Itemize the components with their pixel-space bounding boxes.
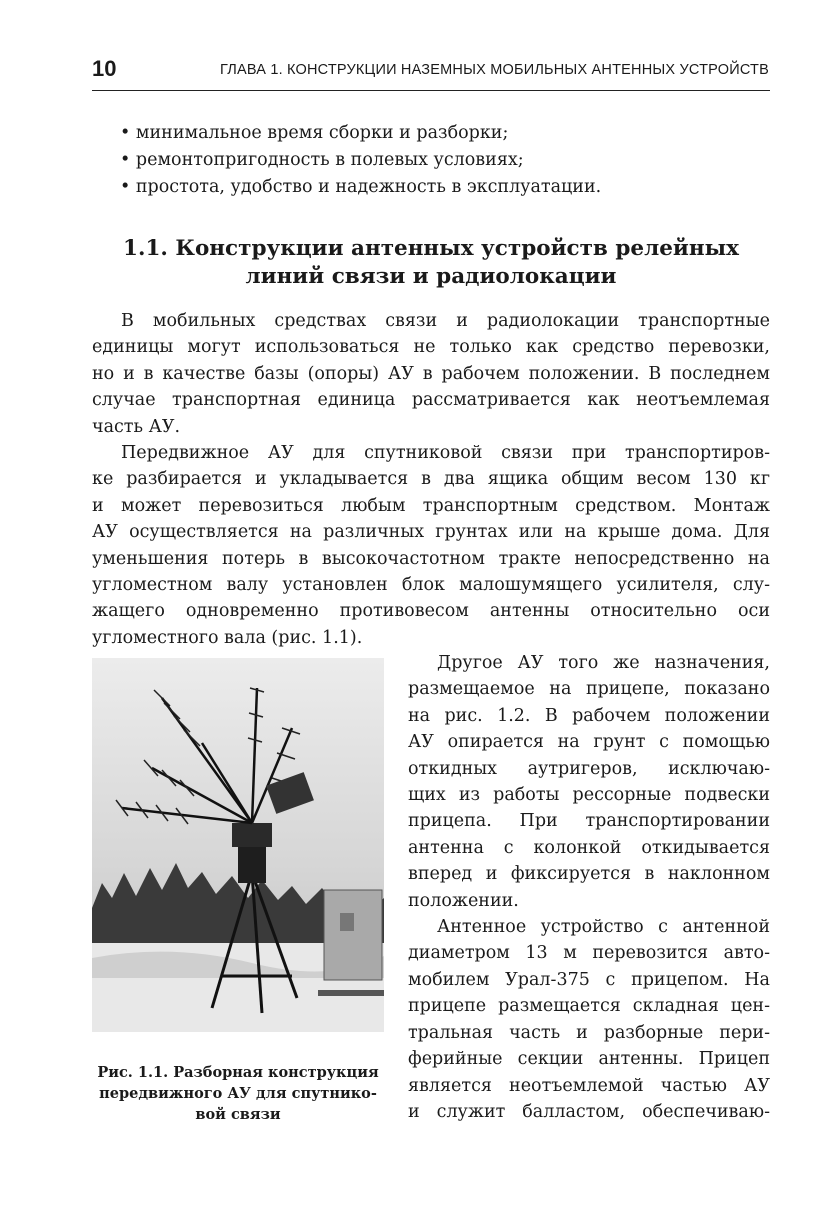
text-line: но и в качестве базы (опоры) АУ в рабочем положении. В последнем xyxy=(92,363,770,384)
text-line: случае транспортная единица рассматривается как неотъемлемая xyxy=(92,390,770,411)
right-column-text xyxy=(408,650,770,1125)
figure-photo xyxy=(92,658,384,1032)
caption-line: вой связи xyxy=(195,1106,281,1123)
text-line: положении. xyxy=(408,890,519,911)
text-line: единицы могут использоваться не только как средство перевозки, xyxy=(92,337,770,358)
text-line: антенна с колонкой откидывается xyxy=(408,837,770,858)
text-line: тральная часть и разборные пери- xyxy=(408,1022,770,1043)
text-line: мобилем Урал-375 с прицепом. На xyxy=(408,969,770,990)
text-line: АУ опирается на грунт с помощью xyxy=(408,732,770,753)
text-line: является неотъемлемой частью АУ xyxy=(408,1075,770,1096)
section-heading xyxy=(92,235,770,291)
figure-caption xyxy=(92,1062,384,1125)
caption-line: Рис. 1.1. Разборная конструкция xyxy=(97,1064,379,1081)
text-line: часть АУ. xyxy=(92,416,181,437)
text-line: вперед и фиксируется в наклонном xyxy=(408,864,770,885)
text-line: на рис. 1.2. В рабочем положении xyxy=(408,705,770,726)
section-heading-line: линий связи и радиолокации xyxy=(245,264,617,289)
text-line: угломестного вала (рис. 1.1). xyxy=(92,627,363,648)
text-line: диаметром 13 м перевозится авто- xyxy=(408,943,770,964)
caption-line: передвижного АУ для спутнико- xyxy=(99,1085,377,1102)
text-line: прицепе размещается складная цен- xyxy=(408,996,770,1017)
text-line: ферийные секции антенны. Прицеп xyxy=(408,1049,770,1070)
text-line: ке разбирается и укладывается в два ящика общим весом 130 кг xyxy=(92,469,770,490)
text-line: Другое АУ того же назначения, xyxy=(437,653,770,673)
text-line: Передвижное АУ для спутниковой связи при транспортиров- xyxy=(121,443,770,464)
page-header xyxy=(92,54,770,91)
text-line: щих из работы рессорные подвески xyxy=(408,785,770,806)
running-title: ГЛАВА 1. КОНСТРУКЦИИ НАЗЕМНЫХ МОБИЛЬНЫХ АНТЕННЫХ УСТРОЙСТВ xyxy=(220,62,769,78)
section-heading-line: 1.1. Конструкции антенных устройств релейных xyxy=(123,236,739,261)
text-line: и служит балластом, обеспечиваю- xyxy=(408,1101,770,1122)
text-line: откидных аутригеров, исключаю- xyxy=(408,758,770,779)
text-line: угломестном валу установлен блок малошумящего усилителя, слу- xyxy=(92,575,770,596)
text-line: и может перевозиться любым транспортным средством. Монтаж xyxy=(92,495,770,516)
text-line: размещаемое на прицепе, показано xyxy=(408,679,770,700)
bullet-item: • минимальное время сборки и разборки; xyxy=(120,123,509,143)
bullet-list xyxy=(120,120,770,201)
bullet-item: • простота, удобство и надежность в эксплуатации. xyxy=(120,177,602,197)
antenna-photo-illustration xyxy=(92,658,384,1032)
page-number: 10 xyxy=(92,56,117,81)
full-width-text xyxy=(92,308,770,651)
text-line: прицепа. При транспортировании xyxy=(408,811,770,832)
text-line: АУ осуществляется на различных грунтах или на крыше дома. Для xyxy=(92,522,770,543)
text-line: Антенное устройство с антенной xyxy=(437,917,770,938)
bullet-item: • ремонтопригодность в полевых условиях; xyxy=(120,150,524,170)
text-line: В мобильных средствах связи и радиолокации транспортные xyxy=(121,311,770,331)
text-line: уменьшения потерь в высокочастотном тракте непосредственно на xyxy=(92,548,770,569)
text-line: жащего одновременно противовесом антенны относительно оси xyxy=(92,601,770,622)
